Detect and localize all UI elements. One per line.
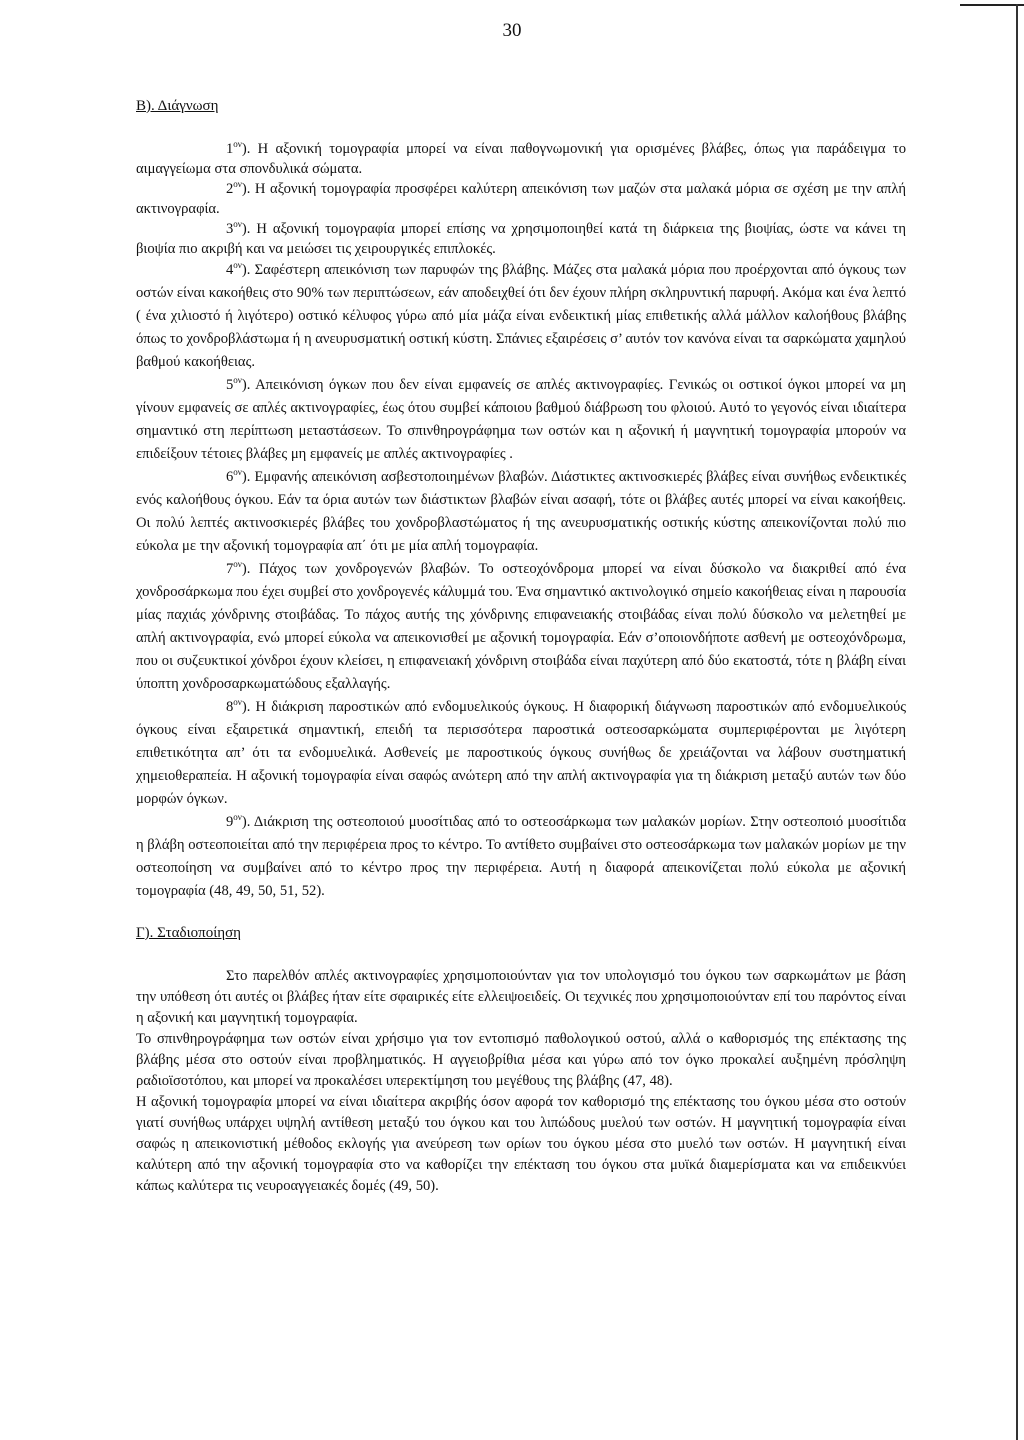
item-body: Στην οστεοποιό μυοσίτιδα η βλάβη οστεοποιείται από την περιφέρεια προς το κέντρο. Το αντίθετο συμβαίνει στο οστεοσάρκωμα των μαλακών μορίων με την οστεοποίηση να συμβαίνει από το κέντρο προς την περιφέρεια. Αυτή η διαφορά απεικονίζεται πολύ εύκολα με αξονική τομογραφία (48, 49, 50, 51, 52). <box>136 814 906 899</box>
diagnosis-item <box>136 219 906 259</box>
item-heading: ). Σαφέστερη απεικόνιση των παρυφών της βλάβης. <box>241 262 549 278</box>
item-ordinal-suffix: ον <box>233 375 242 386</box>
diagnosis-item <box>136 811 906 903</box>
item-number: 5 <box>226 377 234 393</box>
staging-paragraph: Στο παρελθόν απλές ακτινογραφίες χρησιμοποιούνταν για τον υπολογισμό του όγκου των σαρκωμάτων με βάση την υπόθεση ότι αυτές οι βλάβες ήταν είτε σφαιρικές είτε ελλειψοειδείς. Οι τεχνικές που χρησιμοποιούνταν επί του παρόντος είναι η αξονική και μαγνητική τομογραφία. <box>136 968 906 1026</box>
diagnosis-item <box>136 696 906 811</box>
item-number: 2 <box>226 181 234 197</box>
item-body: Το οστεοχόνδρομα μπορεί να είναι δύσκολο να διακριθεί από ένα χονδροσάρκωμα που έχει συμβεί στο χονδρογενές κάλυμμά του. Ένα σημαντικό ακτινολογικό σημείο κακοήθειας είναι η παρουσία μίας παχιάς χόνδρινης στοιβάδας. Το πάχος αυτής της χόνδρινης επιφανειακής στοιβάδας είναι πολύ δύσκολο να μελετηθεί με απλή ακτινογραφία, ενώ μπορεί εύκολα να απεικονισθεί με αξονική τομογραφία. Εάν σ’οποιονδήποτε ασθενή με οστεοχόνδρωμα, που οι συζευκτικοί χόνδροι έχουν κλείσει, η επιφανειακή χόνδρινη στοιβάδα είναι παχύτερη από δύο εκατοστά, τότε η βλάβη είναι ύποπτη χονδροσαρκωματώδους εξαλλαγής. <box>136 561 907 692</box>
item-number: 9 <box>226 814 234 830</box>
diagnosis-item <box>136 179 906 219</box>
item-number: 1 <box>226 141 234 157</box>
item-ordinal-suffix: ον <box>233 260 242 271</box>
scan-edge-right <box>1016 4 1018 1440</box>
item-number: 3 <box>226 221 234 237</box>
item-ordinal-suffix: ον <box>233 139 242 150</box>
diagnosis-list <box>136 139 906 903</box>
item-heading: ). Η αξονική τομογραφία μπορεί επίσης να χρησιμοποιηθεί κατά τη διάρκεια της βιοψίας, ώστε να κάνει τη βιοψία πιο ακριβή και να μειώσει τις χειρουργικές επιπλοκές. <box>136 221 906 257</box>
item-heading: ). Διάκριση της οστεοποιού μυοσίτιδας από το οστεοσάρκωμα των μαλακών μορίων. <box>241 814 746 830</box>
item-body: Μάζες στα μαλακά μόρια που προέρχονται από όγκους των οστών είναι κακοήθεις στο 90% των περιπτώσεων, εάν αποδειχθεί ότι δεν έχουν πλήρη σκληρυντική παρυφή. Ακόμα και ένα λεπτό ( ένα χιλιοστό ή λιγότερο) οστικό κέλυφος γύρω από μία μάζα είναι ενδεικτική μίας επιθετικής αλλά μάλλον καλοήθους βλάβης όπως το χονδροβλάστωμα ή η ανευρυσματική οστική κύστη. Σπάνιες εξαιρέσεις σ’ αυτόν τον κανόνα είναι τα σαρκώματα χαμηλού βαθμού κακοήθειας. <box>136 262 906 370</box>
staging-text <box>136 966 906 1197</box>
item-ordinal-suffix: ον <box>233 812 242 823</box>
item-ordinal-suffix: ον <box>233 467 242 478</box>
section-title-staging: Γ). Σταδιοποίηση <box>136 925 241 941</box>
item-body: Διάστικτες ακτινοσκιερές βλάβες είναι συνήθως ενδεικτικές ενός καλοήθους όγκου. Εάν τα όρια αυτών των διάστικτων βλαβών είναι ασαφή, τότε οι βλάβες αυτές μπορεί να είναι κακοήθεις. Οι πολύ λεπτές ακτινοσκιερές βλάβες του χονδροβλαστώματος ή της ανευρυσματικής οστικής κύστης απεικονίζονται πολύ πιο εύκολα με την αξονική τομογραφία απ΄ ότι με μία απλή τομογραφία. <box>136 469 906 554</box>
item-number: 6 <box>226 469 234 485</box>
item-heading: ). Η αξονική τομογραφία μπορεί να είναι παθογνωμονική για ορισμένες βλάβες, όπως για παράδειγμα το αιμαγγείωμα στα σπονδυλικά σώματα. <box>136 141 906 177</box>
item-ordinal-suffix: ον <box>233 219 242 230</box>
item-number: 4 <box>226 262 234 278</box>
item-heading: ). Η διάκριση παροστικών από ενδομυελικούς όγκους. <box>241 699 569 715</box>
item-heading: ). Πάχος των χονδρογενών βλαβών. <box>241 561 471 577</box>
section-title-diagnosis: Β). Διάγνωση <box>136 98 219 114</box>
item-number: 7 <box>226 561 234 577</box>
item-heading: ). Η αξονική τομογραφία προσφέρει καλύτερη απεικόνιση των μαζών στα μαλακά μόρια σε σχέση με την απλή ακτινογραφία. <box>136 181 906 217</box>
diagnosis-item <box>136 259 906 374</box>
item-heading: ). Εμφανής απεικόνιση ασβεστοποιημένων βλαβών. <box>241 469 548 485</box>
item-ordinal-suffix: ον <box>233 179 242 190</box>
item-ordinal-suffix: ον <box>233 697 242 708</box>
staging-paragraph: Η αξονική τομογραφία μπορεί να είναι ιδιαίτερα ακριβής όσον αφορά τον καθορισμό της επέκτασης του όγκου μέσα στο οστούν γιατί συνήθως υπάρχει υψηλή αντίθεση μεταξύ του όγκου και του λιπώδους μυελού των οστών. Η μαγνητική τομογραφία είναι σαφώς η απεικονιστική μέθοδος εκλογής για ανεύρεση των ορίων του όγκου μέσα στο μυελό των οστών. Η μαγνητική είναι καλύτερη από την αξονική τομογραφία στο να καθορίζει την επέκταση του όγκου στα μυϊκά διαμερίσματα και να επιδεικνύει κάπως καλύτερα τις νευροαγγειακές δομές (49, 50). <box>136 1094 906 1194</box>
item-body: Γενικώς οι οστικοί όγκοι μπορεί να μη γίνουν εμφανείς σε απλές ακτινογραφίες, έως ότου συμβεί κάποιου βαθμού διάβρωση του φλοιού. Αυτό το γεγονός είναι ιδιαίτερα σημαντικό στη περίπτωση μεταστάσεων. Το σπινθηρογράφημα των οστών και η αξονική ή μαγνητική τομογραφία μπορούν να επιδείξουν τέτοιες βλάβες μη εμφανείς με απλές ακτινογραφίες . <box>136 377 906 462</box>
diagnosis-item <box>136 466 906 558</box>
staging-paragraph: Το σπινθηρογράφημα των οστών είναι χρήσιμο για τον εντοπισμό παθολογικού οστού, αλλά ο καθορισμός της επέκτασης της βλάβης μέσα στο οστούν είναι προβληματικός. Η αγγειοβρίθια μέσα και γύρω από τον όγκο προκαλεί αυξημένη πρόσληψη ραδιοϊσοτόπου, και μπορεί να προκαλέσει υπερεκτίμηση του μεγέθους της βλάβης (47, 48). <box>136 1031 906 1089</box>
item-ordinal-suffix: ον <box>233 559 242 570</box>
scan-edge-top <box>960 4 1024 6</box>
diagnosis-item <box>136 374 906 466</box>
item-number: 8 <box>226 699 234 715</box>
page-number: 30 <box>502 20 522 41</box>
document-body <box>136 96 906 1197</box>
item-body: Η διαφορική διάγνωση παροστικών από ενδομυελικούς όγκους είναι εξαιρετικά σημαντική, επειδή τα περισσότερα παροστικά οστεοσαρκώματα συμπεριφέρονται με λιγότερη επιθετικότητα απ’ ότι τα ενδομυελικά. Ασθενείς με παροστικούς όγκους συνήθως δε χρειάζονται να λάβουν συστηματική χημειοθεραπεία. Η αξονική τομογραφία είναι σαφώς ανώτερη από την απλή ακτινογραφία για τη διάκριση μεταξύ αυτών των δύο μορφών όγκων. <box>136 699 906 807</box>
diagnosis-item <box>136 558 906 696</box>
diagnosis-item <box>136 139 906 179</box>
item-heading: ). Απεικόνιση όγκων που δεν είναι εμφανείς σε απλές ακτινογραφίες. <box>241 377 664 393</box>
